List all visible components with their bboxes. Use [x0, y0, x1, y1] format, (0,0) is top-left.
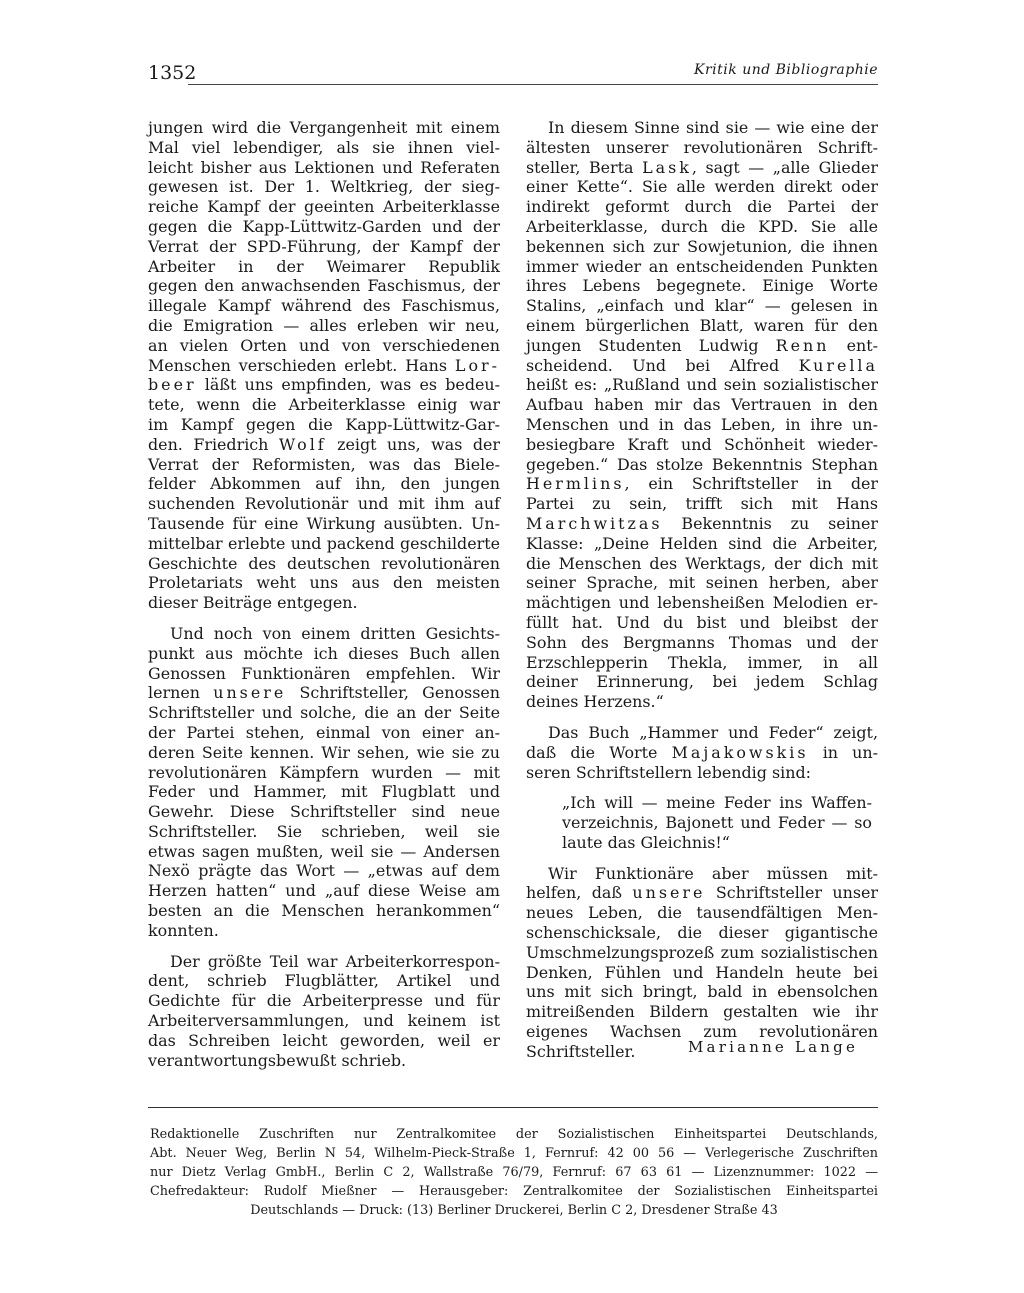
text-line: mitreißenden Bildern gestalten wie ihr: [526, 1002, 878, 1022]
footer-rule: [148, 1107, 878, 1108]
text-line: einer Kette“. Sie alle werden direkt oder: [526, 177, 878, 197]
text-line: Schriftsteller. Sie schrieben, weil sie: [148, 821, 500, 841]
text-line: Herzen hatten“ und „auf diese Weise am: [148, 881, 500, 901]
text-line: seren Schriftstellern lebendig sind:: [526, 762, 811, 782]
text-line: Proletariats weht uns aus den meisten: [148, 573, 500, 593]
text-line: Das Buch „Hammer und Feder“ zeigt,: [548, 722, 878, 742]
text-line: bekennen sich zur Sowjetunion, die ihnen: [526, 236, 878, 256]
text-line: Stalins, „einfach und klar“ — gelesen in: [526, 296, 878, 316]
text-line: deines Herzens.“: [526, 692, 664, 712]
text-line: konnten.: [148, 920, 219, 940]
text-line: deiner Erinnerung, bei jedem Schlag: [526, 672, 878, 692]
text-line: jungen wird die Vergangenheit mit einem: [148, 118, 500, 137]
text-line: scheidend. Und bei Alfred Kurella: [526, 355, 878, 375]
text-line: daß die Worte Majakowskis in un-: [526, 742, 878, 762]
text-line: reiche Kampf der geeinten Arbeiterklasse: [148, 197, 500, 217]
text-line: das Schreiben leicht geworden, weil er: [148, 1030, 500, 1050]
text-line: uns mit sich bringt, bald in ebensolchen: [526, 982, 878, 1002]
text-line: steller, Berta Lask, sagt — „alle Glieder: [526, 157, 879, 177]
paragraph-gap: [148, 941, 500, 952]
text-line: deren Seite kennen. Wir sehen, wie sie zu: [148, 742, 500, 762]
text-line: verantwortungsbewußt schrieb.: [148, 1050, 407, 1070]
text-line: Wir Funktionäre aber müssen mit-: [548, 863, 878, 883]
paragraph-gap: [526, 782, 878, 793]
quote-line: laute das Gleichnis!“: [562, 832, 730, 852]
text-line: gegeben.“ Das stolze Bekenntnis Stephan: [526, 454, 878, 474]
text-line: dieser Beiträge entgegen.: [148, 593, 358, 613]
paragraph-gap: [148, 613, 500, 624]
text-line: eigenes Wachsen zum revolutionären: [526, 1022, 878, 1042]
text-line: besiegbare Kraft und Schönheit wieder-: [526, 434, 878, 454]
quote-line: verzeichnis, Bajonett und Feder — so: [562, 813, 872, 833]
text-line: jungen Studenten Ludwig Renn ent-: [526, 335, 878, 355]
paragraph-gap: [526, 712, 878, 723]
text-line: immer wieder an entscheidenden Punkten: [526, 256, 878, 276]
text-line: Arbeiter in der Weimarer Republik: [148, 256, 500, 276]
header-rule: [188, 84, 878, 85]
page-header: [148, 62, 878, 88]
text-line: lernen unsere Schriftsteller, Genossen: [148, 683, 500, 703]
text-line: Verrat der SPD-Führung, der Kampf der: [148, 236, 500, 256]
text-line: an vielen Orten und von verschiedenen: [148, 335, 500, 355]
text-line: Erzschlepperin Thekla, immer, in all: [526, 652, 878, 672]
text-line: Marchwitzas Bekenntnis zu seiner: [526, 513, 878, 533]
text-line: neues Leben, die tausendfältigen Men-: [526, 903, 878, 923]
text-line: leicht bisher aus Lektionen und Referaten: [148, 157, 500, 177]
text-line: felder Abkommen auf ihn, den jungen: [148, 474, 500, 494]
text-line: Tausende für eine Wirkung ausübten. Un-: [148, 513, 500, 533]
text-line: tete, wenn die Arbeiterklasse einig war: [148, 395, 500, 415]
text-line: einem bürgerlichen Blatt, waren für den: [526, 315, 878, 335]
text-line: indirekt geformt durch die Partei der: [526, 197, 878, 217]
text-line: Menschen und in das Leben, in ihre un-: [526, 414, 878, 434]
text-line: dent, schrieb Flugblätter, Artikel und: [148, 971, 500, 991]
text-line: Schriftsteller.: [526, 1041, 636, 1061]
text-line: den. Friedrich Wolf zeigt uns, was der: [148, 434, 500, 454]
text-line: gewesen ist. Der 1. Weltkrieg, der sieg-: [148, 177, 500, 197]
text-line: mittelbar erlebte und packend geschilderte: [148, 533, 500, 553]
text-line: mächtigen und lebensheißen Melodien er-: [526, 593, 878, 613]
text-line: schenschicksale, die dieser gigantische: [526, 923, 878, 943]
text-line: illegale Kampf während des Faschismus,: [148, 296, 500, 316]
text-line: Aufbau haben mir das Vertrauen in den: [526, 395, 878, 415]
text-line: Verrat der Reformisten, was das Biele-: [148, 454, 500, 474]
text-line: heißt es: „Rußland und sein sozialistischer: [526, 375, 878, 395]
text-line: ältesten unserer revolutionären Schrift-: [526, 137, 878, 157]
text-line: Nexö prägte das Wort — „etwas auf dem: [148, 861, 500, 881]
text-line: Klasse: „Deine Helden sind die Arbeiter,: [526, 533, 878, 553]
text-line: die Emigration — alles erleben wir neu,: [148, 315, 500, 335]
text-line: der Partei stehen, einmal von einer an-: [148, 722, 500, 742]
text-line: punkt aus möchte ich dieses Buch allen: [148, 643, 500, 663]
imprint-line: nur Dietz Verlag GmbH., Berlin C 2, Wallstraße 76/79, Fernruf: 67 63 61 — Lizenznummer: 1022 —: [150, 1165, 878, 1180]
text-line: füllt hat. Und du bist und bleibst der: [526, 612, 878, 632]
text-line: Mal viel lebendiger, als sie ihnen viel-: [148, 137, 500, 157]
text-line: ihres Lebens begegnete. Einige Worte: [526, 276, 878, 296]
text-line: gegen den anwachsenden Faschismus, der: [148, 276, 500, 296]
text-line: gegen die Kapp-Lüttwitz-Garden und der: [148, 216, 500, 236]
text-line: Und noch von einem dritten Gesichts-: [170, 623, 500, 643]
imprint-line: Redaktionelle Zuschriften nur Zentralkomitee der Sozialistischen Einheitspartei Deutschlands,: [150, 1127, 878, 1142]
text-line: In diesem Sinne sind sie — wie eine der: [548, 118, 878, 137]
text-line: Schriftsteller und solche, die an der Seite: [148, 703, 500, 723]
text-line: Denken, Fühlen und Handeln heute bei: [526, 962, 878, 982]
imprint-line: Deutschlands — Druck: (13) Berliner Druckerei, Berlin C 2, Dresdener Straße 43: [250, 1203, 778, 1218]
imprint-line: Abt. Neuer Weg, Berlin N 54, Wilhelm-Pieck-Straße 1, Fernruf: 42 00 56 — Verlegerische Zuschriften: [150, 1146, 878, 1161]
imprint-line: Chefredakteur: Rudolf Mießner — Herausgeber: Zentralkomitee der Sozialistischen Einheitspartei: [150, 1184, 878, 1199]
text-line: beer läßt uns empfinden, was es bedeu-: [148, 375, 500, 395]
text-line: Arbeiterversammlungen, und keinem ist: [148, 1011, 500, 1031]
text-line: Menschen verschieden erlebt. Hans Lor-: [148, 355, 500, 375]
page-number: 1352: [148, 62, 197, 84]
text-line: revolutionären Kämpfern wurden — mit: [148, 762, 500, 782]
text-line: Feder und Hammer, mit Flugblatt und: [148, 782, 500, 802]
right-column: [526, 118, 878, 1062]
author-signature: Marianne Lange: [688, 1038, 859, 1056]
text-line: Sohn des Bergmanns Thomas und der: [526, 632, 878, 652]
text-line: im Kampf gegen die Kapp-Lüttwitz-Gar-: [148, 414, 500, 434]
text-line: suchenden Revolutionär und mit ihm auf: [148, 494, 500, 514]
text-line: die Menschen des Werktags, der dich mit: [526, 553, 878, 573]
text-line: besten an die Menschen herankommen“: [148, 901, 500, 921]
running-title: Kritik und Bibliographie: [694, 62, 878, 78]
text-line: Geschichte des deutschen revolutionären: [148, 553, 500, 573]
text-line: Partei zu sein, trifft sich mit Hans: [526, 494, 878, 514]
paragraph-gap: [526, 853, 878, 864]
text-line: Der größte Teil war Arbeiterkorrespon-: [170, 951, 500, 971]
left-column: [148, 118, 500, 1070]
quote-line: „Ich will — meine Feder ins Waffen-: [562, 793, 872, 813]
imprint: [150, 1125, 878, 1220]
text-line: etwas sagen mußten, weil sie — Andersen: [148, 841, 500, 861]
text-line: Umschmelzungsprozeß zum sozialistischen: [526, 942, 878, 962]
text-line: Gewehr. Diese Schriftsteller sind neue: [148, 802, 500, 822]
text-line: Genossen Funktionären empfehlen. Wir: [148, 663, 500, 683]
text-line: Gedichte für die Arbeiterpresse und für: [148, 991, 500, 1011]
text-line: Arbeiterklasse, durch die KPD. Sie alle: [526, 216, 878, 236]
text-line: helfen, daß unsere Schriftsteller unser: [526, 883, 878, 903]
text-line: Hermlins, ein Schriftsteller in der: [526, 474, 878, 494]
text-line: seiner Sprache, mit seinen herben, aber: [526, 573, 878, 593]
